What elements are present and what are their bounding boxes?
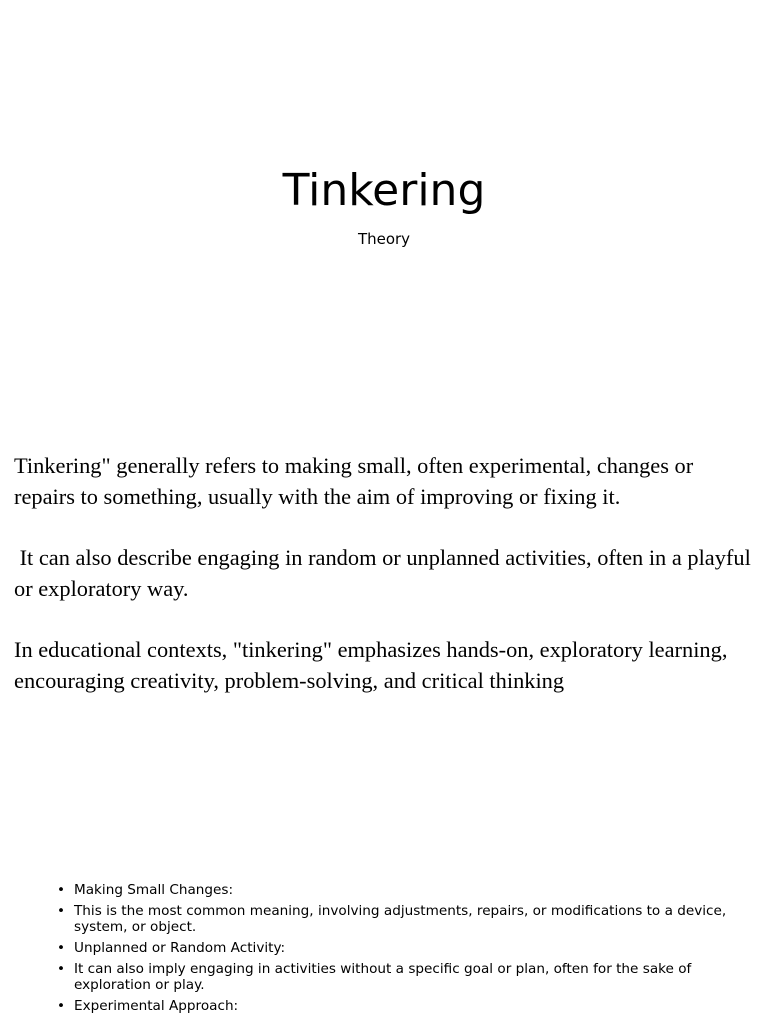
paragraph-education: In educational contexts, "tinkering" emphasizes hands-on, exploratory learning, encouraging creativity, problem-solving, and critical thinking — [14, 637, 728, 693]
bullet-item — [57, 882, 737, 898]
bullet-text: It can also imply engaging in activities without a specific goal or plan, often for the sake of exploration or play. — [74, 961, 692, 993]
bullet-icon: • — [57, 903, 66, 919]
bullet-icon: • — [57, 998, 66, 1014]
bullet-list — [57, 882, 737, 1019]
bullet-item — [57, 903, 737, 935]
bullet-icon: • — [57, 940, 66, 956]
paragraph-random-activity: It can also describe engaging in random or unplanned activities, often in a playful or exploratory way. — [14, 545, 751, 601]
bullet-text: Making Small Changes: — [74, 882, 234, 898]
paragraph-definition: Tinkering" generally refers to making small, often experimental, changes or repairs to something, usually with the aim of improving or fixing it. — [14, 453, 694, 509]
bullet-icon: • — [57, 882, 66, 898]
bullet-text: Unplanned or Random Activity: — [74, 940, 286, 956]
slide-subtitle: Theory — [357, 230, 411, 248]
body-text — [14, 450, 759, 726]
bullet-text: Experimental Approach: — [74, 998, 239, 1014]
bullet-text: This is the most common meaning, involving adjustments, repairs, or modifications to a device, system, or object. — [74, 903, 727, 935]
slide-title: Tinkering — [282, 165, 486, 216]
bullet-item — [57, 961, 737, 993]
bullet-item — [57, 940, 737, 956]
bullet-item — [57, 998, 737, 1014]
bullet-icon: • — [57, 961, 66, 977]
